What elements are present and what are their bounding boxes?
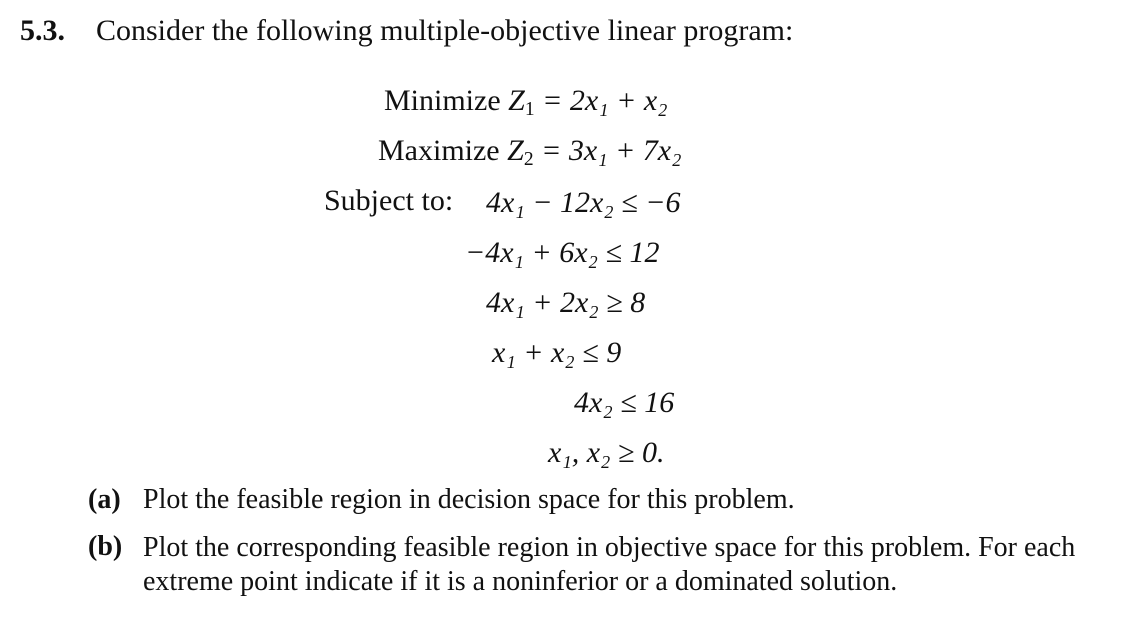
objective-2-label: Maximize: [378, 134, 500, 167]
constraint-6-left: x₁, x₂: [548, 436, 611, 469]
constraint-1-left: 4x₁ − 12x₂: [486, 186, 614, 219]
objective-1: [384, 84, 668, 118]
part-b-label: (b): [88, 531, 123, 562]
problem-statement: Consider the following multiple-objective linear program:: [96, 14, 794, 47]
constraint-6: [548, 436, 664, 470]
constraint-2-left: −4x₁ + 6x₂: [465, 236, 598, 269]
constraint-5-left: 4x₂: [574, 386, 613, 419]
objective-1-label: Minimize: [384, 84, 501, 117]
constraint-2: [465, 236, 659, 270]
constraint-4-left: x₁ + x₂: [492, 336, 575, 369]
constraint-1-rel: ≤ −6: [621, 186, 681, 219]
constraint-4: [492, 336, 621, 370]
objective-2-var: Z: [507, 134, 524, 167]
constraint-3: [486, 286, 645, 320]
objective-2-expr: = 3x₁ + 7x₂: [541, 134, 682, 167]
constraint-5-rel: ≤ 16: [620, 386, 675, 419]
part-b-text: Plot the corresponding feasible region in objective space for this problem. For each extreme point indicate if it is a noninferior or a dominated solution.: [143, 532, 1076, 597]
constraint-1: [486, 186, 680, 220]
part-a-label: (a): [88, 484, 121, 515]
constraint-5: [574, 386, 674, 420]
part-a-text: Plot the feasible region in decision space for this problem.: [143, 484, 795, 515]
constraint-6-rel: ≥ 0.: [618, 436, 665, 469]
objective-1-expr: = 2x₁ + x₂: [542, 84, 668, 117]
constraint-4-rel: ≤ 9: [582, 336, 622, 369]
objective-2: [378, 134, 682, 168]
objective-1-sub: 1: [524, 98, 535, 120]
objective-2-sub: 2: [523, 148, 534, 170]
constraint-2-rel: ≤ 12: [605, 236, 660, 269]
problem-number: 5.3.: [20, 14, 65, 47]
subject-to-label: Subject to:: [324, 184, 454, 217]
constraint-3-left: 4x₁ + 2x₂: [486, 286, 599, 319]
objective-1-var: Z: [508, 84, 525, 117]
constraint-3-rel: ≥ 8: [606, 286, 646, 319]
